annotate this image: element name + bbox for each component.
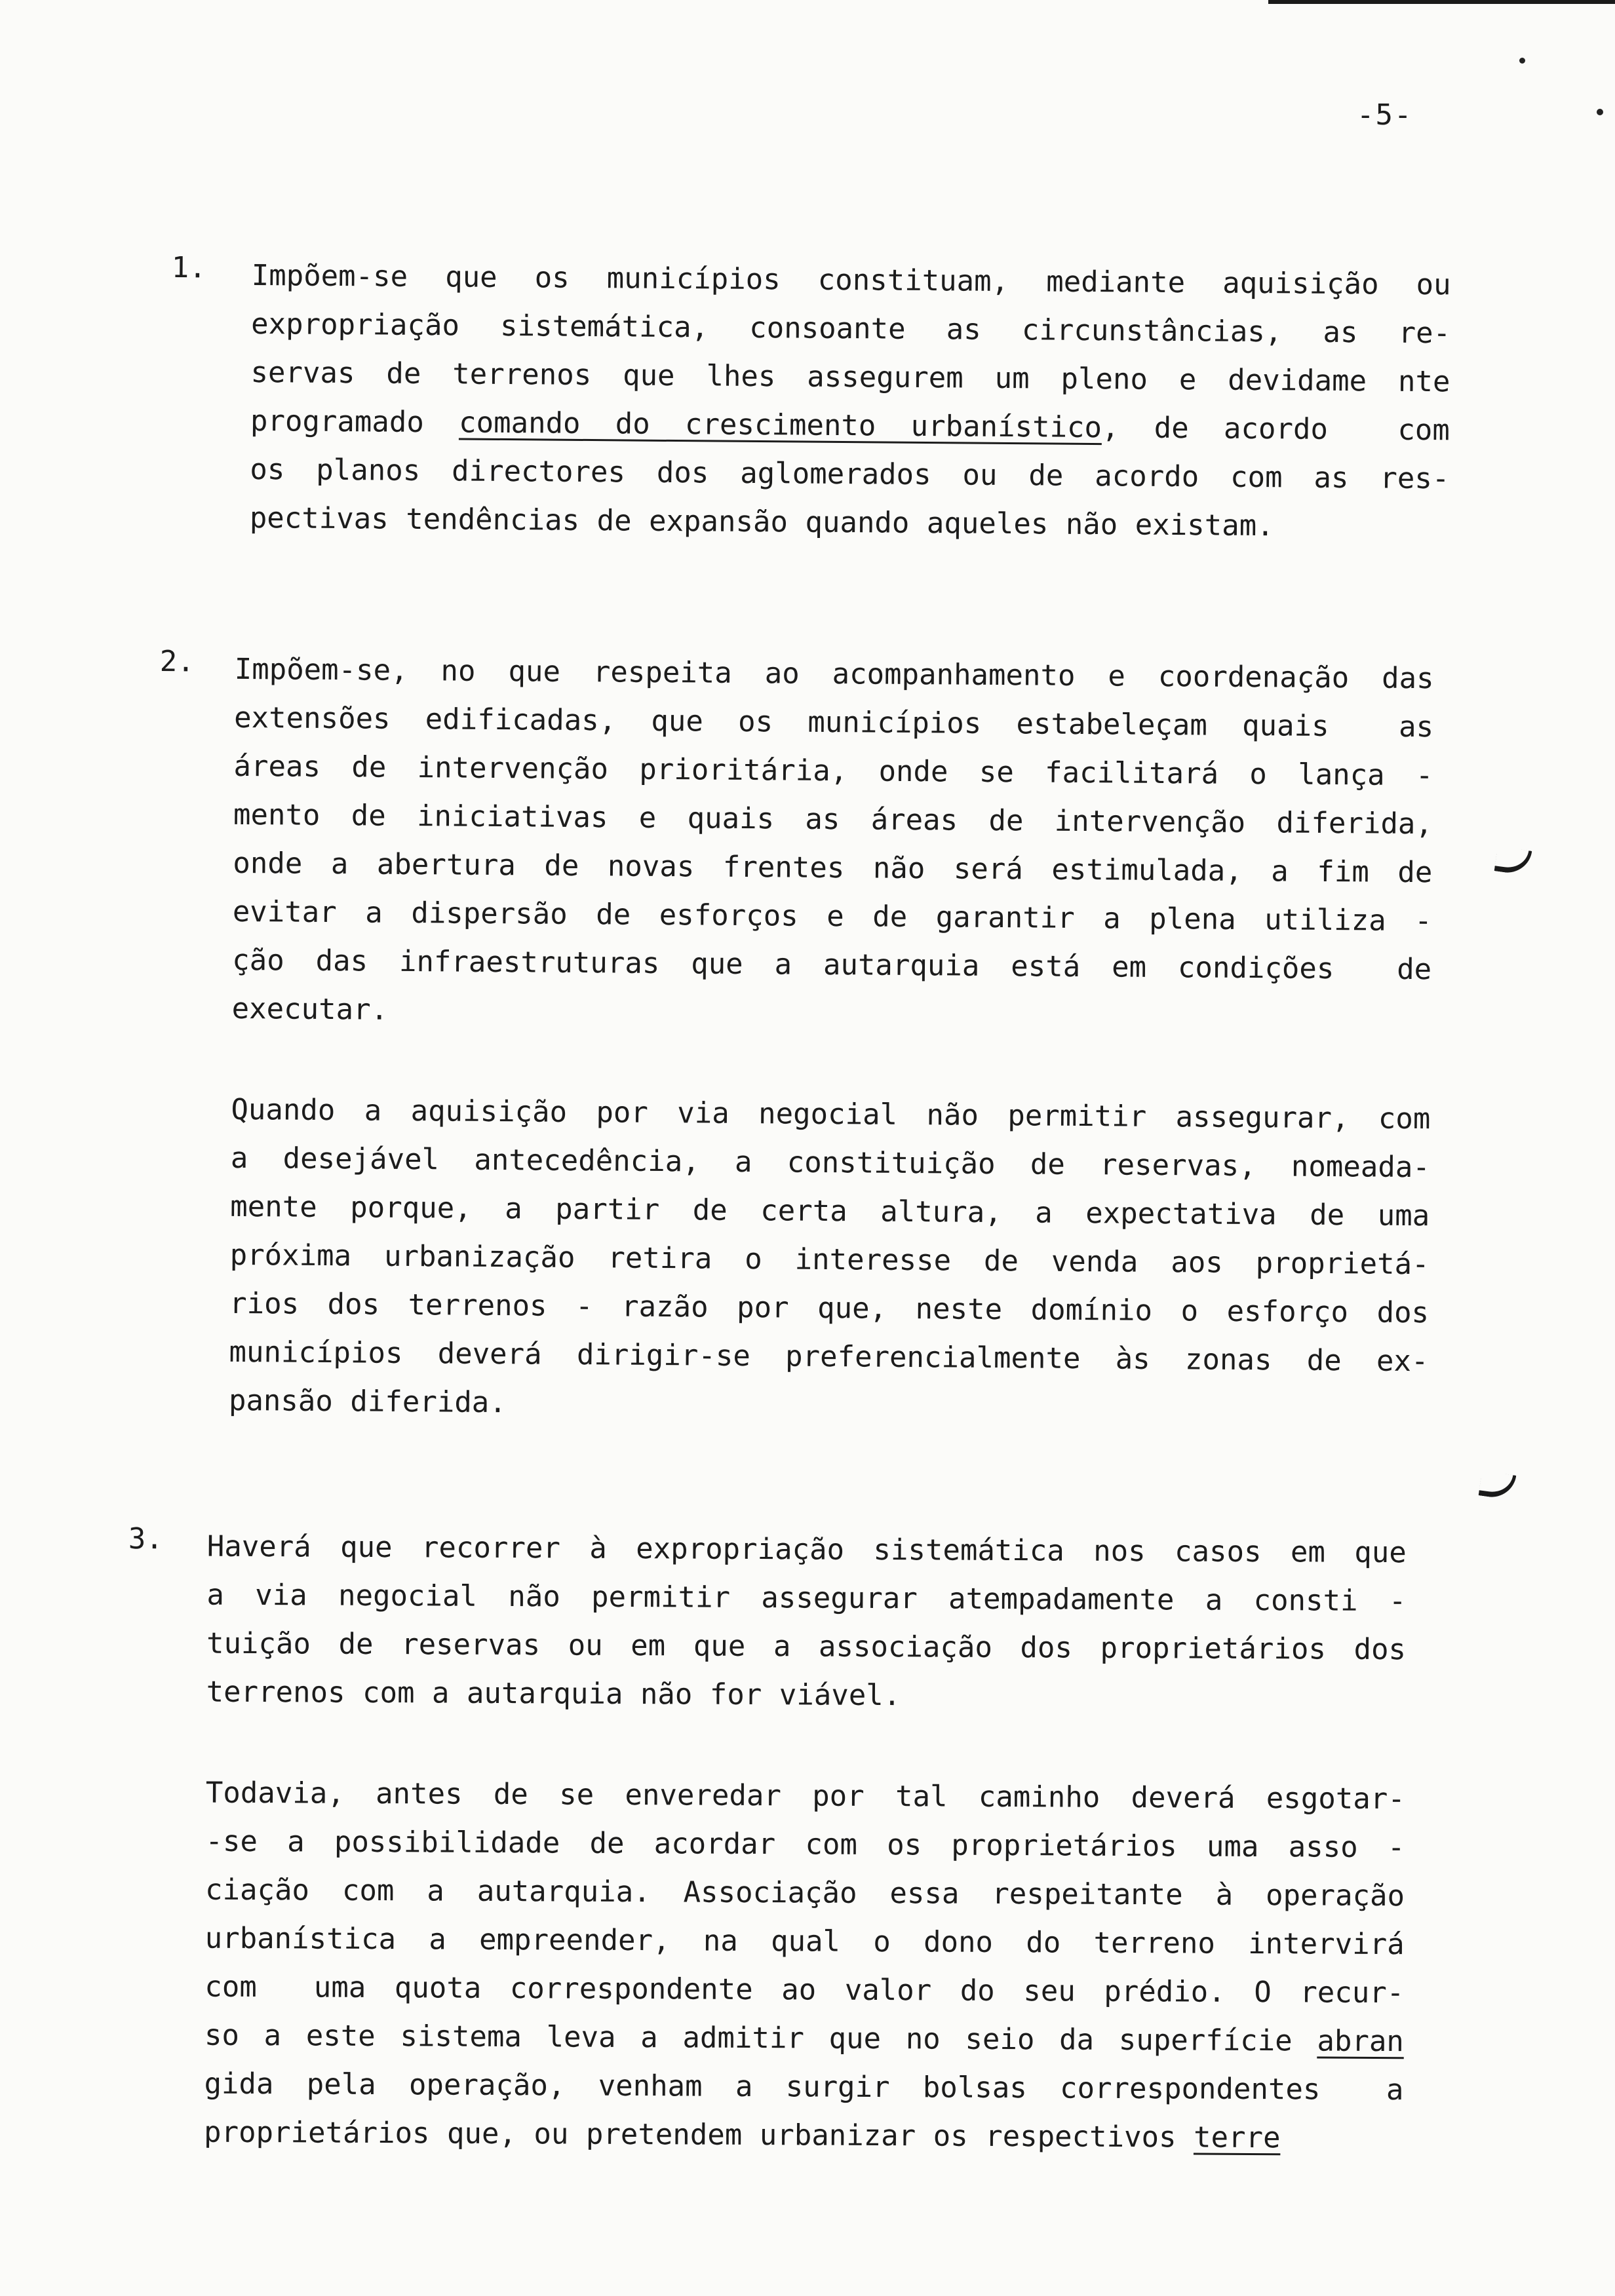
page-number: -5- (1357, 98, 1413, 132)
text-line: expropriação sistemática, consoante as circunstâncias, as re- (250, 307, 1451, 351)
paragraph (206, 1523, 1407, 1723)
text-line: áreas de intervenção prioritária, onde se facilitará o lança - (233, 749, 1433, 793)
paragraph (229, 1086, 1431, 1434)
item-number: 1. (171, 251, 206, 285)
scan-speck (1519, 58, 1525, 64)
text-line (250, 397, 1450, 455)
underlined-phrase: comando do crescimento urbanístico (458, 406, 1102, 445)
text-line: -se a possibilidade de acordar com os proprietários uma asso - (205, 1824, 1405, 1865)
paragraph (231, 645, 1434, 1043)
text-line: tuição de reservas ou em que a associação dos proprietários dos (206, 1626, 1407, 1667)
margin-check-mark (1494, 846, 1532, 875)
item-body (204, 1523, 1407, 2164)
text-line: municípios deverá dirigir-se preferencialmente às zonas de ex- (229, 1335, 1429, 1379)
paragraph (204, 1769, 1405, 2164)
text-line: ção das infraestruturas que a autarquia está em condições de (232, 943, 1432, 987)
line-segment: proprietários que, ou pretendem urbanizar os respectivos (203, 2115, 1194, 2154)
text-line: Todavia, antes de se enveredar por tal caminho deverá esgotar- (205, 1776, 1405, 1816)
text-line: rios dos terrenos - razão por que, neste domínio o esforço dos (229, 1286, 1430, 1330)
text-line: a desejável antecedência, a constituição de reservas, nomeada- (230, 1141, 1430, 1185)
text-line: com uma quota correspondente ao valor do seu prédio. O recur- (204, 1970, 1405, 2010)
list-item-1 (171, 251, 1451, 543)
text-line: gida pela operação, venham a surgir bolsas correspondentes a (204, 2067, 1404, 2107)
text-line (204, 2109, 1403, 2164)
line-segment: , de acordo com (1101, 411, 1450, 448)
text-line: a via negocial não permitir assegurar atempadamente a consti - (206, 1578, 1407, 1618)
text-line: mento de iniciativas e quais as áreas de intervenção diferida, (233, 797, 1433, 841)
text-line: pansão diferida. (228, 1383, 507, 1420)
paragraph-gap (206, 1717, 1405, 1776)
paragraph (250, 252, 1451, 552)
item-number: 3. (128, 1522, 163, 1556)
text-line: executar. (231, 991, 389, 1027)
list-item-3 (128, 1522, 1407, 2155)
text-line: terrenos com a autarquia não for viável. (206, 1675, 901, 1713)
underlined-phrase: terre (1193, 2120, 1281, 2155)
underlined-phrase: abran (1317, 2024, 1405, 2059)
item-number: 2. (159, 645, 195, 679)
text-line: ciação com a autarquia. Associação essa respeitante à operação (204, 1873, 1405, 1913)
paragraph-gap (231, 1033, 1431, 1095)
text-line: pectivas tendências de expansão quando aqueles não existam. (249, 501, 1274, 543)
item-body (250, 252, 1451, 552)
text-line: mente porque, a partir de certa altura, a expectativa de uma (230, 1189, 1430, 1233)
text-line (204, 2012, 1404, 2067)
top-edge-rule (1268, 0, 1615, 4)
text-line: próxima urbanização retira o interesse de venda aos proprietá- (229, 1238, 1430, 1282)
text-line: Impõem-se, no que respeita ao acompanhamento e coordenação das (234, 652, 1434, 696)
text-line: Impõem-se que os municípios constituam, mediante aquisição ou (251, 258, 1451, 302)
text-line: Haverá que recorrer à expropriação sistemática nos casos em que (206, 1529, 1407, 1570)
text-line: onde a abertura de novas frentes não será estimulada, a fim de (233, 846, 1433, 890)
text-line: extensões edificadas, que os municípios estabeleçam quais as (233, 700, 1434, 744)
item-body (229, 645, 1434, 1434)
line-segment: so a este sistema leva a admitir que no seio da superfície (204, 2018, 1317, 2058)
scan-speck (1597, 109, 1603, 115)
text-line: Quando a aquisição por via negocial não permitir assegurar, com (231, 1092, 1431, 1136)
margin-check-mark (1479, 1470, 1517, 1500)
text-line: servas de terrenos que lhes assegurem um pleno e devidame nte (250, 355, 1450, 399)
text-line: os planos directores dos aglomerados ou de acordo com as res- (250, 452, 1450, 496)
text-line: evitar a dispersão de esforços e de garantir a plena utiliza - (232, 894, 1432, 938)
line-segment: programado (250, 404, 459, 440)
text-line: urbanística a empreender, na qual o dono do terreno intervirá (204, 1921, 1405, 1962)
list-item-2 (159, 645, 1434, 1420)
